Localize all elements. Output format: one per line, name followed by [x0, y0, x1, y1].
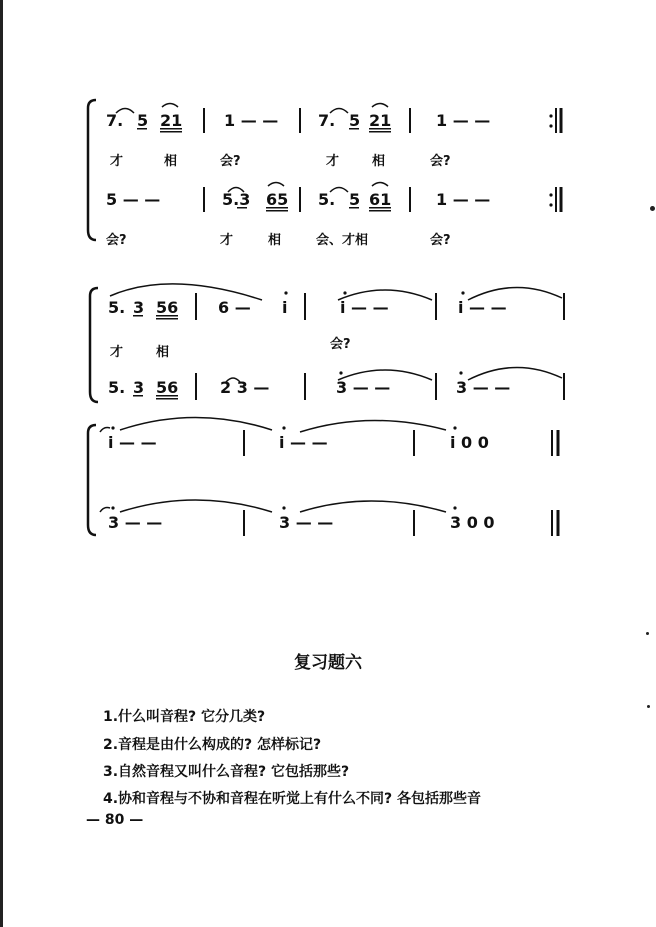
score-note: 3 [133, 378, 145, 397]
score-note: 56 [156, 298, 179, 317]
score-note: 5 [349, 111, 361, 130]
page-number: — 80 — [86, 812, 144, 828]
score-note: 5. [318, 190, 336, 209]
lyric: 才 [326, 154, 340, 169]
score-note: 5 — — [106, 190, 161, 209]
score-note: 3 — — [336, 378, 391, 397]
score-note: i 0 0 [450, 433, 489, 452]
score-note: 3 — — [279, 513, 334, 532]
score-note: i — — [279, 433, 328, 452]
lyric: 会? [430, 233, 451, 248]
score-note: 61 [369, 190, 392, 209]
score-note: i [282, 298, 288, 317]
score-note: 5 [137, 111, 149, 130]
score-note: i — — [340, 298, 389, 317]
score-note: 6 — [218, 298, 251, 317]
score-note: 7. [318, 111, 336, 130]
lyric: 会? [106, 233, 127, 248]
question-item: 4.协和音程与不协和音程在听觉上有什么不同? 各包括那些音 [103, 791, 482, 807]
lyric: 相 [372, 154, 386, 169]
score-note: 21 [160, 111, 183, 130]
score-note: 2 3 — [220, 378, 270, 397]
section-title: 复习题六 [294, 653, 362, 673]
score-note: i — — [108, 433, 157, 452]
lyric: 相 [268, 233, 282, 248]
score-note: 1 — — [436, 111, 491, 130]
score-note: 65 [266, 190, 289, 209]
score-note: 5. [108, 378, 126, 397]
score-note: 5 [349, 190, 361, 209]
score-note: i — — [458, 298, 507, 317]
lyric: 相 [164, 154, 178, 169]
score-note: 21 [369, 111, 392, 130]
score-note: 7. [106, 111, 124, 130]
lyric: 会? [220, 154, 241, 169]
scan-speck [650, 206, 655, 211]
lyric: 会? [330, 337, 351, 352]
score-note: 3 — — [456, 378, 511, 397]
score-note: 3 — — [108, 513, 163, 532]
lyric: 相 [156, 345, 170, 360]
question-item: 1.什么叫音程? 它分几类? [103, 709, 266, 725]
lyric: 才 [220, 233, 234, 248]
question-item: 2.音程是由什么构成的? 怎样标记? [103, 737, 322, 753]
score-note: 5. [108, 298, 126, 317]
score-note: 3 [133, 298, 145, 317]
score-note: 5.3 [222, 190, 251, 209]
score-note: 3 0 0 [450, 513, 495, 532]
scan-speck [647, 705, 650, 708]
score-note: 1 — — [224, 111, 279, 130]
lyric: 会、才相 [316, 233, 369, 248]
lyric: 会? [430, 154, 451, 169]
scan-speck [646, 632, 649, 635]
lyric: 才 [110, 345, 124, 360]
lyric: 才 [110, 154, 124, 169]
question-item: 3.自然音程又叫什么音程? 它包括那些? [103, 764, 350, 780]
score-note: 56 [156, 378, 179, 397]
score-note: 1 — — [436, 190, 491, 209]
